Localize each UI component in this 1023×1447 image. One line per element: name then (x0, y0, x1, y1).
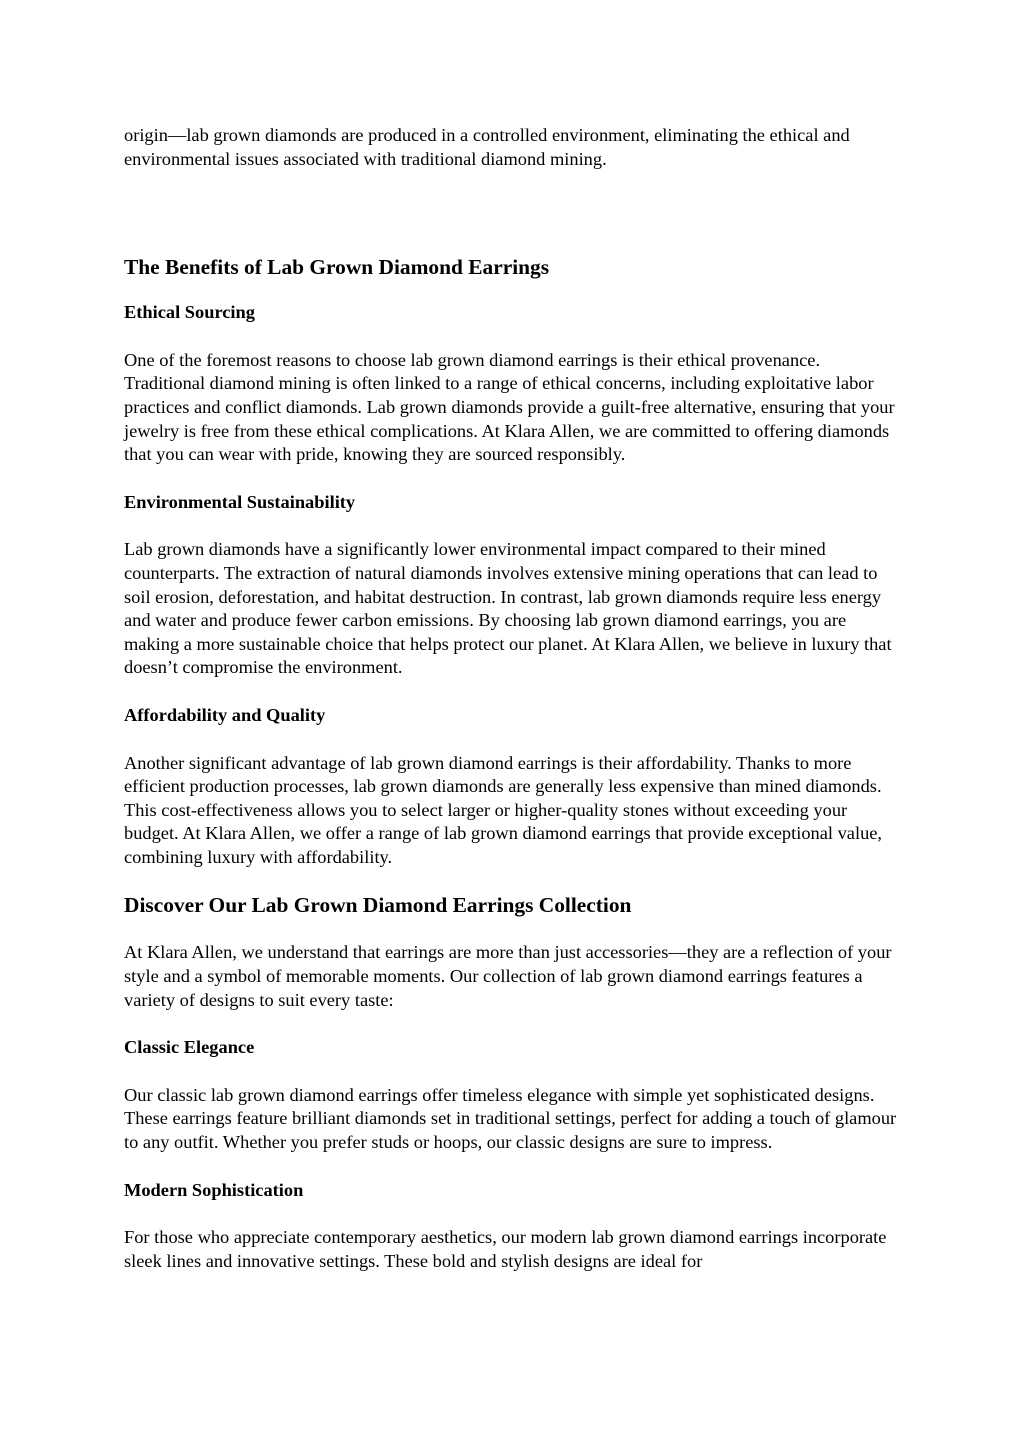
classic-elegance-paragraph: Our classic lab grown diamond earrings offer timeless elegance with simple yet sophisticated designs. These earrings feature brilliant diamonds set in traditional settings, perfect for adding a touch of glamour to any outfit. Whether you prefer studs or hoops, our classic designs are sure to impress. (124, 1084, 897, 1153)
modern-sophistication-heading: Modern Sophistication (124, 1179, 304, 1200)
document-page (124, 124, 904, 1273)
ethical-sourcing-paragraph: One of the foremost reasons to choose lab grown diamond earrings is their ethical provenance. Traditional diamond mining is often linked to a range of ethical concerns, including exploitative labor practices and conflict diamonds. Lab grown diamonds provide a guilt-free alternative, ensuring that your jewelry is free from these ethical complications. At Klara Allen, we are committed to offering diamonds that you can wear with pride, knowing they are sourced responsibly. (124, 349, 895, 465)
environmental-sustainability-heading: Environmental Sustainability (124, 491, 356, 512)
environmental-sustainability-paragraph: Lab grown diamonds have a significantly lower environmental impact compared to their mined counterparts. The extraction of natural diamonds involves extensive mining operations that can lead to soil erosion, deforestation, and habitat destruction. In contrast, lab grown diamonds require less energy and water and produce fewer carbon emissions. By choosing lab grown diamond earrings, you are making a more sustainable choice that helps protect our planet. At Klara Allen, we believe in luxury that doesn’t compromise the environment. (124, 539, 892, 678)
affordability-quality-heading: Affordability and Quality (124, 704, 326, 725)
intro-paragraph: origin—lab grown diamonds are produced in a controlled environment, eliminating the ethical and environmental issues associated with traditional diamond mining. (124, 125, 850, 169)
collection-intro-paragraph: At Klara Allen, we understand that earrings are more than just accessories—they are a reflection of your style and a symbol of memorable moments. Our collection of lab grown diamond earrings features a variety of designs to suit every taste: (124, 942, 892, 1010)
classic-elegance-heading: Classic Elegance (124, 1037, 255, 1058)
ethical-sourcing-heading: Ethical Sourcing (124, 302, 255, 323)
benefits-heading: The Benefits of Lab Grown Diamond Earrings (124, 255, 550, 280)
collection-heading: Discover Our Lab Grown Diamond Earrings Collection (124, 893, 632, 918)
affordability-quality-paragraph: Another significant advantage of lab grown diamond earrings is their affordability. Thanks to more efficient production processes, lab grown diamonds are generally less expensive than mined diamonds. This cost-effectiveness allows you to select larger or higher-quality stones without exceeding your budget. At Klara Allen, we offer a range of lab grown diamond earrings that provide exceptional value, combining luxury with affordability. (124, 752, 883, 867)
modern-sophistication-paragraph: For those who appreciate contemporary aesthetics, our modern lab grown diamond earrings incorporate sleek lines and innovative settings. These bold and stylish designs are ideal for (124, 1227, 887, 1271)
